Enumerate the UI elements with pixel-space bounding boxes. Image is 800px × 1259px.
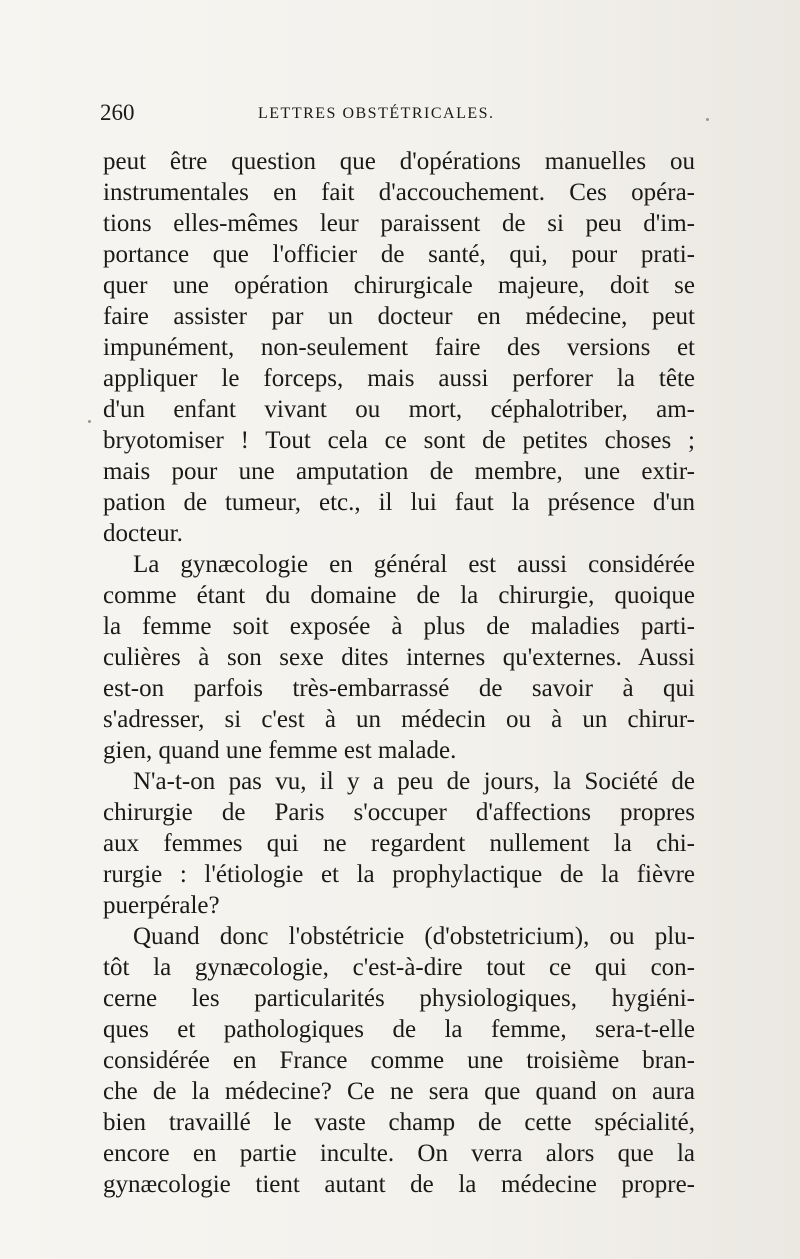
- text-line: ques et pathologiques de la femme, sera-t-elle: [103, 1016, 695, 1043]
- text-line: che de la médecine? Ce ne sera que quand on aura: [103, 1078, 695, 1105]
- text-line: puerpérale?: [103, 892, 220, 919]
- text-line: impunément, non-seulement faire des versions et: [103, 334, 695, 361]
- scan-speck: [88, 420, 91, 423]
- text-line: la femme soit exposée à plus de maladies parti-: [103, 613, 695, 640]
- text-line: quer une opération chirurgicale majeure, doit se: [103, 272, 695, 299]
- body-text: [103, 146, 695, 1200]
- page-header: [100, 100, 700, 130]
- text-line: gynæcologie tient autant de la médecine propre-: [103, 1171, 695, 1198]
- scan-speck: [706, 118, 709, 121]
- text-line: aux femmes qui ne regardent nullement la chi-: [103, 830, 695, 857]
- text-line: est-on parfois très-embarrassé de savoir à qui: [103, 675, 695, 702]
- text-line: mais pour une amputation de membre, une extir-: [103, 458, 695, 485]
- text-line: Quand donc l'obstétricie (d'obstetricium), ou plu-: [133, 923, 695, 950]
- text-line: tions elles-mêmes leur paraissent de si peu d'im-: [103, 210, 695, 237]
- page-number: 260: [100, 100, 135, 125]
- text-line: culières à son sexe dites internes qu'externes. Aussi: [103, 644, 695, 671]
- text-line: chirurgie de Paris s'occuper d'affections propres: [103, 799, 695, 826]
- text-line: encore en partie inculte. On verra alors que la: [103, 1140, 695, 1167]
- text-line: N'a-t-on pas vu, il y a peu de jours, la Société de: [133, 768, 695, 795]
- text-line: bryotomiser ! Tout cela ce sont de petites choses ;: [103, 427, 695, 454]
- text-line: s'adresser, si c'est à un médecin ou à un chirur-: [103, 706, 695, 733]
- text-line: docteur.: [103, 520, 183, 547]
- text-line: gien, quand une femme est malade.: [103, 737, 457, 764]
- text-line: bien travaillé le vaste champ de cette spécialité,: [103, 1109, 695, 1136]
- text-line: portance que l'officier de santé, qui, pour prati-: [103, 241, 695, 268]
- text-line: La gynæcologie en général est aussi considérée: [133, 551, 695, 578]
- text-line: faire assister par un docteur en médecine, peut: [103, 303, 695, 330]
- text-line: rurgie : l'étiologie et la prophylactique de la fièvre: [103, 861, 695, 888]
- running-title: LETTRES OBSTÉTRICALES.: [258, 105, 495, 122]
- text-line: peut être question que d'opérations manuelles ou: [103, 148, 695, 175]
- text-line: considérée en France comme une troisième bran-: [103, 1047, 695, 1074]
- text-line: appliquer le forceps, mais aussi perforer la tête: [103, 365, 695, 392]
- text-line: pation de tumeur, etc., il lui faut la présence d'un: [103, 489, 695, 516]
- text-line: tôt la gynæcologie, c'est-à-dire tout ce qui con-: [103, 954, 695, 981]
- text-line: cerne les particularités physiologiques, hygiéni-: [103, 985, 695, 1012]
- text-line: instrumentales en fait d'accouchement. Ces opéra-: [103, 179, 695, 206]
- text-line: comme étant du domaine de la chirurgie, quoique: [103, 582, 695, 609]
- text-line: d'un enfant vivant ou mort, céphalotriber, am-: [103, 396, 695, 423]
